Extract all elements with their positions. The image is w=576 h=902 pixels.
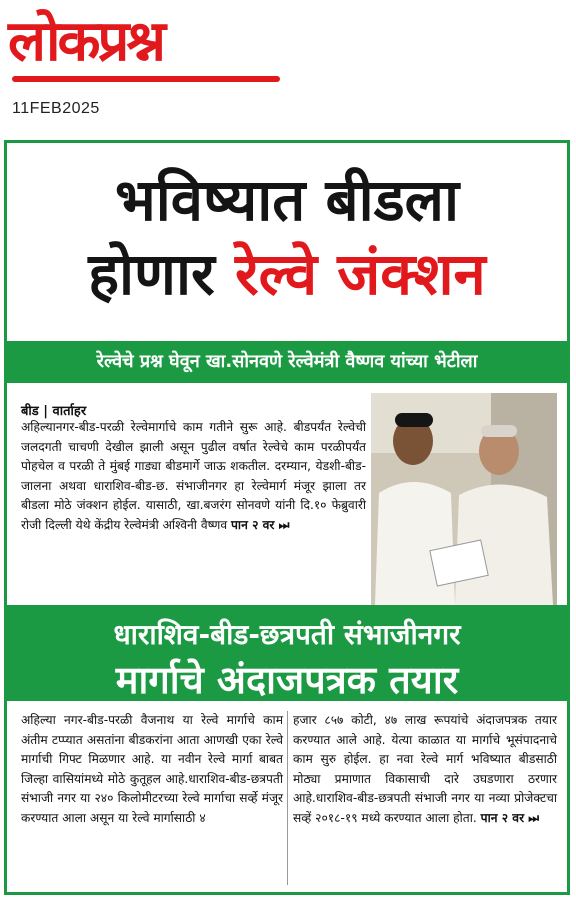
story2-right-text: हजार ८५७ कोटी, ४७ लाख रूपयांचे अंदाजपत्रक तयार करण्यात आले आहे. येत्या काळात या मार्गाचे भूसंपादनाचे काम सुरु होईल. हा नवा रेल्वे मार्ग भविष्यात बीडसाठी मोठ्या प्रमाणात विकासाची दारे उघडणारा ठरणार आहे.धाराशिव-बीड-छत्रपती संभाजी नगर या नव्या प्रोजेक्टचा सव्हें २०१८-१९ मध्ये करण्यात आला होता. <box>293 713 557 825</box>
article-frame <box>4 140 570 895</box>
subheadline: रेल्वेचे प्रश्न घेवून खा.सोनवणे रेल्वेमंत्री वैष्णव यांच्या भेटीला <box>96 351 478 372</box>
story1-continued: पान २ वर ⏭ <box>230 517 290 532</box>
subheadline-bar <box>7 341 567 383</box>
news-photo <box>371 393 557 605</box>
story1-text: अहिल्यानगर-बीड-परळी रेल्वेमार्गाचे काम गतीने सुरू आहे. बीडपर्यंत रेल्वेची जलदगती चाचणी देखील झाली असून पुढील वर्षात रेल्वेचे काम परळीपर्यंत पोहचेल व परळी ते मुंबई गाड्या बीडमार्गे जाऊ शकतील. दरम्यान, येडशी-बीड-जालना अथवा धाराशिव-बीड-छ. संभाजीनगर हा रेल्वेमार्ग मंजूर झाला तर बीडला मोठे जंक्शन होईल. यासाठी, खा.बजरंग सोनवणे यांनी दि.१० फेब्रुवारी रोजी दिल्ली येथे केंद्रीय रेल्वेमंत्री अश्विनी वैष्णव <box>21 420 366 532</box>
story2-column-left: अहिल्या नगर-बीड-परळी वैजनाथ या रेल्वे मार्गाचे काम अंतीम टप्प्यात असतांना बीडकरांना आता आणखी एका रेल्वे मार्गाची गिफ्ट मिळणार आहे. या नवीन रेल्वे मार्गा बाबत जिल्हा वासियांमध्ये मोठे कुतूहल आहे.धाराशिव-बीड-छत्रपती संभाजी नगर या २४० किलोमीटरच्या रेल्वे मार्गाचा सर्व्हे मंजूर करण्यात आला असून या रेल्वे मार्गासाठी ४ <box>21 713 283 825</box>
masthead <box>8 2 298 98</box>
headline-line-2-red: रेल्वे जंक्शन <box>234 240 486 308</box>
publication-date: 11FEB2025 <box>12 100 100 117</box>
story1-body <box>21 418 366 535</box>
headline-line-2-black: होणार <box>88 240 215 308</box>
column-divider <box>287 711 288 885</box>
story2-continued: पान २ वर ⏭ <box>480 810 540 825</box>
newspaper-logo: लोकप्रश्न <box>8 9 163 74</box>
byline: बीड | वार्ताहर <box>21 404 87 419</box>
story2-headline-line-1: धाराशिव-बीड-छत्रपती संभाजीनगर <box>113 618 461 651</box>
story2-headline-line-2: मार्गाचे अंदाजपत्रक तयार <box>115 658 459 702</box>
story2-headline-banner <box>7 605 567 701</box>
logo-underline <box>12 76 280 82</box>
photo-illustration <box>371 393 557 605</box>
story2-column-right <box>293 711 557 828</box>
headline-line-1: भविष्यात बीडला <box>114 166 460 234</box>
headline-line-2 <box>7 241 567 307</box>
